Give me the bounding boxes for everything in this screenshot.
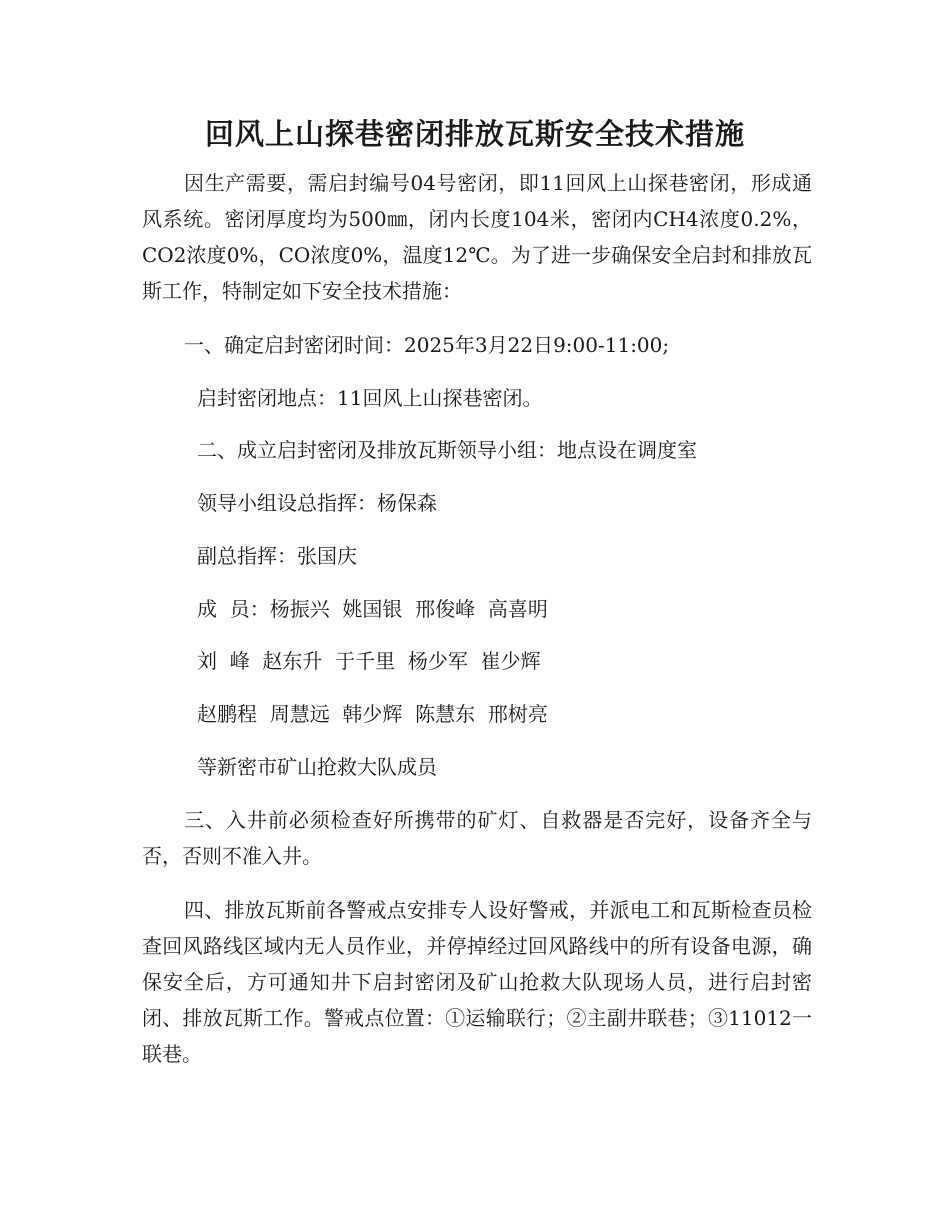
document-title: 回风上山探巷密闭排放瓦斯安全技术措施 xyxy=(204,117,745,151)
members-line-2: 刘 峰 赵东升 于千里 杨少军 崔少辉 xyxy=(197,649,541,673)
members-line-3: 赵鹏程 周慧远 韩少辉 陈慧东 邢树亮 xyxy=(197,702,548,726)
leader-line: 领导小组设总指挥：杨保森 xyxy=(197,491,437,515)
item-1-place: 启封密闭地点：11回风上山探巷密闭。 xyxy=(197,386,543,410)
item-3-paragraph: 三、入井前必须检查好所携带的矿灯、自救器是否完好，设备齐全与否，否则不准入井。 xyxy=(142,808,812,868)
item-2-heading: 二、成立启封密闭及排放瓦斯领导小组：地点设在调度室 xyxy=(197,438,697,462)
deputy-line: 副总指挥：张国庆 xyxy=(197,544,357,568)
item-1-time: 一、确定启封密闭时间：2025年3月22日9:00-11:00; xyxy=(184,333,670,357)
members-line-4: 等新密市矿山抢救大队成员 xyxy=(197,755,437,779)
item-4-paragraph: 四、排放瓦斯前各警戒点安排专人设好警戒，并派电工和瓦斯检查员检查回风路线区域内无人员作业，并停掉经过回风路线中的所有设备电源，确保安全后，方可通知井下启封密闭及矿山抢救大队现场人员，进行启封密闭、排放瓦斯工作。警戒点位置：①运输联行；②主副井联巷；③11012一联巷。 xyxy=(142,898,812,1066)
intro-paragraph: 因生产需要，需启封编号04号密闭，即11回风上山探巷密闭，形成通风系统。密闭厚度均为500㎜，闭内长度104米，密闭内CH4浓度0.2%，CO2浓度0%，CO浓度0%，温度12℃。为了进一步确保安全启封和排放瓦斯工作，特制定如下安全技术措施： xyxy=(142,171,812,303)
members-line-1: 成 员：杨振兴 姚国银 邢俊峰 高喜明 xyxy=(197,597,548,621)
